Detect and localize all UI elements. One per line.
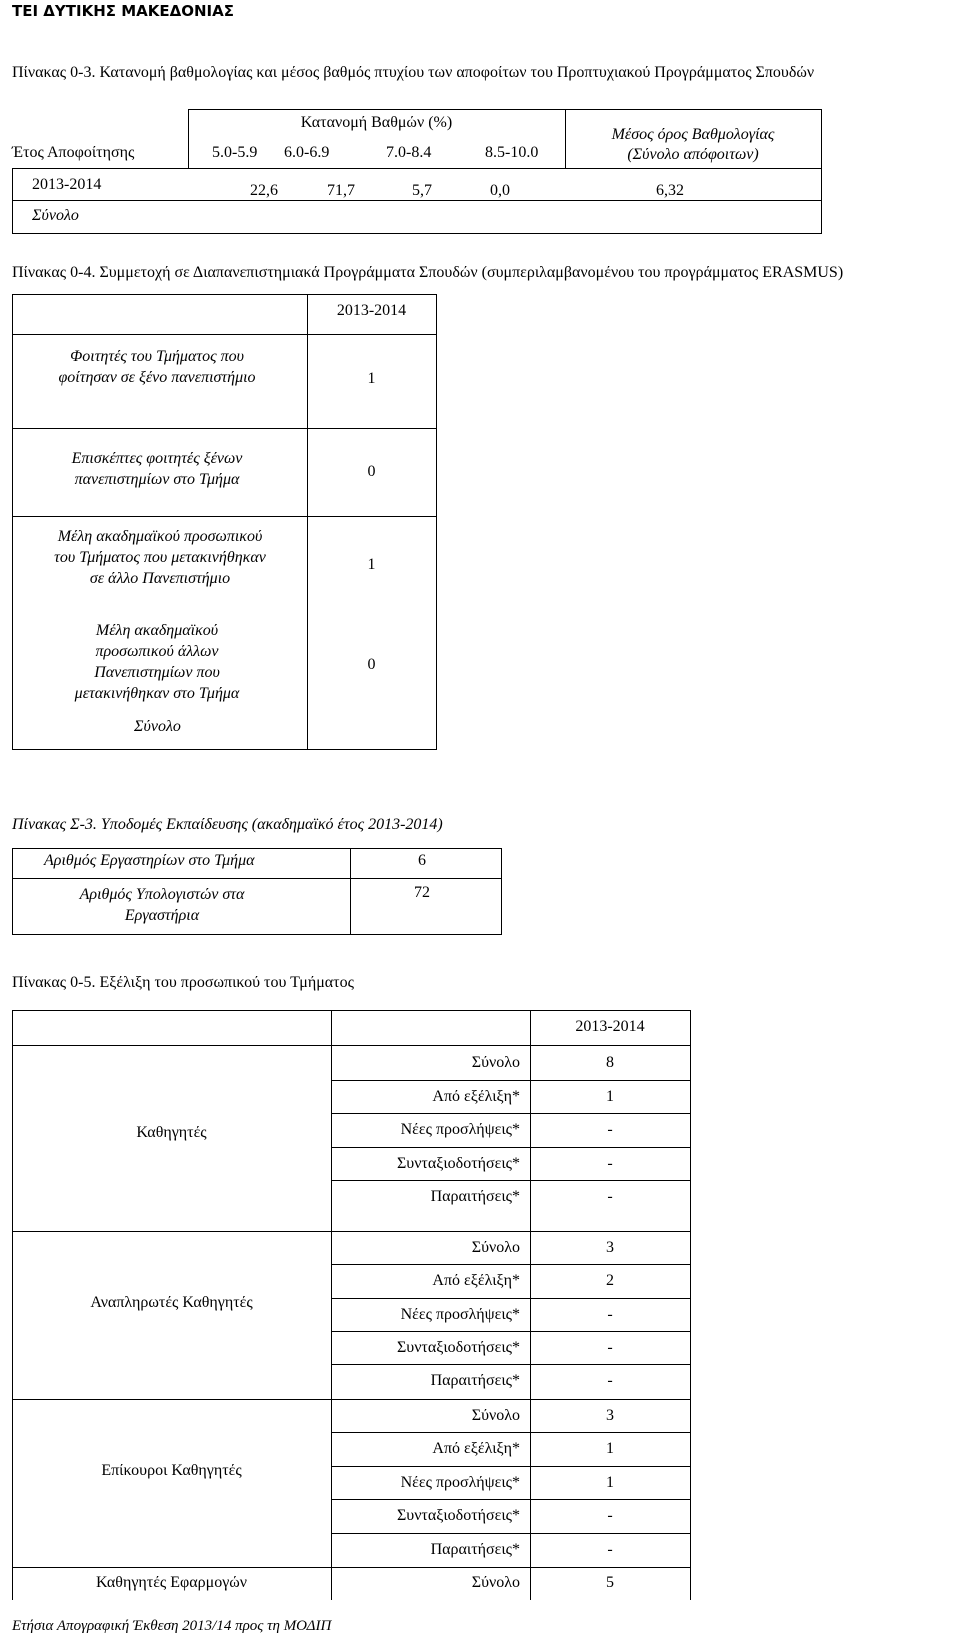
range-header-3: 7.0-8.4 [386,144,432,161]
prof-promotion-label: Από εξέλιξη* [432,1088,520,1105]
assoc-retirements-value: - [607,1339,613,1356]
assoc-retirements-label: Συνταξιοδοτήσεις* [396,1339,520,1356]
app-total-value: 5 [606,1574,614,1591]
tableS3-caption: Πίνακας Σ-3. Υποδομές Εκπαίδευσης (ακαδημαϊκό έτος 2013-2014) [12,816,443,833]
page-footer: Ετήσια Απογραφική Έκθεση 2013/14 προς τη ΜΟΔΙΠ [12,1618,332,1634]
row-year: 2013-2014 [32,176,102,193]
value-range-4: 0,0 [490,182,510,199]
incoming-students-label: Επισκέπτες φοιτητές ξένων πανεπιστημίων στο Τμήμα [71,450,243,488]
asst-resignations-label: Παραιτήσεις* [430,1541,520,1558]
range-header-4: 8.5-10.0 [485,144,539,161]
asst-total-value: 3 [606,1407,614,1424]
assoc-hires-value: - [607,1306,613,1323]
incoming-students-value: 0 [367,463,376,480]
asst-promotion-label: Από εξέλιξη* [432,1440,520,1457]
computers-count-label: Αριθμός Υπολογιστών στα Εργαστήρια [79,886,245,924]
associate-professors-group-label: Αναπληρωτές Καθηγητές [90,1294,253,1311]
prof-hires-label: Νέες προσλήψεις* [400,1121,520,1138]
applications-professors-group-label: Καθηγητές Εφαρμογών [95,1574,248,1591]
assistant-professors-group-label: Επίκουροι Καθηγητές [101,1462,242,1479]
assoc-resignations-label: Παραιτήσεις* [430,1372,520,1389]
prof-resignations-value: - [607,1188,613,1205]
prof-resignations-label: Παραιτήσεις* [430,1188,520,1205]
outgoing-students-label: Φοιτητές του Τμήματος που φοίτησαν σε ξένο πανεπιστήμιο [58,348,256,386]
labs-count-value: 6 [418,852,426,869]
asst-promotion-value: 1 [606,1440,614,1457]
range-header-2: 6.0-6.9 [284,144,330,161]
asst-retirements-value: - [607,1507,613,1524]
table05-caption: Πίνακας 0-5. Εξέλιξη του προσωπικού του Τμήματος [12,974,354,991]
assoc-hires-label: Νέες προσλήψεις* [400,1306,520,1323]
labs-count-label: Αριθμός Εργαστηρίων στο Τμήμα [44,852,255,869]
incoming-staff-label: Μέλη ακαδημαϊκού προσωπικού άλλων Πανεπιστημίων που μετακινήθηκαν στο Τμήμα [74,622,240,702]
assoc-total-label: Σύνολο [471,1239,520,1256]
graduation-year-header: Έτος Αποφοίτησης [12,144,135,161]
table04-total-label: Σύνολο [134,718,181,735]
average-header-line1: Μέσος όρος Βαθμολογίας [611,126,775,143]
table04-caption: Πίνακας 0-4. Συμμετοχή σε Διαπανεπιστημιακά Προγράμματα Σπουδών (συμπεριλαμβανομένου του προγράμματος ERASMUS) [12,264,844,281]
range-header-1: 5.0-5.9 [212,144,258,161]
asst-hires-label: Νέες προσλήψεις* [400,1474,520,1491]
prof-promotion-value: 1 [606,1088,614,1105]
app-total-label: Σύνολο [471,1574,520,1591]
outgoing-staff-value: 1 [367,556,376,573]
assoc-promotion-label: Από εξέλιξη* [432,1272,520,1289]
table03-caption: Πίνακας 0-3. Κατανομή βαθμολογίας και μέσος βαθμός πτυχίου των αποφοίτων του Προπτυχιακού Προγράμματος Σπουδών [12,64,815,81]
incoming-staff-value: 0 [367,656,376,673]
total-label: Σύνολο [32,207,79,224]
prof-retirements-label: Συνταξιοδοτήσεις* [396,1155,520,1172]
assoc-total-value: 3 [606,1239,614,1256]
professors-group-label: Καθηγητές [136,1124,207,1141]
assoc-promotion-value: 2 [606,1272,614,1289]
assoc-resignations-value: - [607,1372,613,1389]
table05-year-header: 2013-2014 [575,1018,645,1035]
asst-retirements-label: Συνταξιοδοτήσεις* [396,1507,520,1524]
asst-hires-value: 1 [606,1474,614,1491]
outgoing-staff-label: Μέλη ακαδημαϊκού προσωπικού του Τμήματος που μετακινήθηκαν σε άλλο Πανεπιστήμιο [54,528,266,587]
prof-hires-value: - [607,1121,613,1138]
asst-total-label: Σύνολο [471,1407,520,1424]
average-header-line2: (Σύνολο απόφοιτων) [627,146,759,163]
average-value: 6,32 [656,182,684,199]
prof-retirements-value: - [607,1155,613,1172]
table04-year-header: 2013-2014 [336,302,407,319]
outgoing-students-value: 1 [367,370,376,387]
prof-total-label: Σύνολο [471,1054,520,1071]
value-range-1: 22,6 [250,182,278,199]
computers-count-value: 72 [414,884,430,901]
prof-total-value: 8 [606,1054,614,1071]
value-range-2: 71,7 [327,182,355,199]
value-range-3: 5,7 [412,182,432,199]
grade-distribution-header: Κατανομή Βαθμών (%) [300,114,453,131]
asst-resignations-value: - [607,1541,613,1558]
institution-header: ΤΕΙ ΔΥΤΙΚΗΣ ΜΑΚΕΔΟΝΙΑΣ [12,2,234,20]
